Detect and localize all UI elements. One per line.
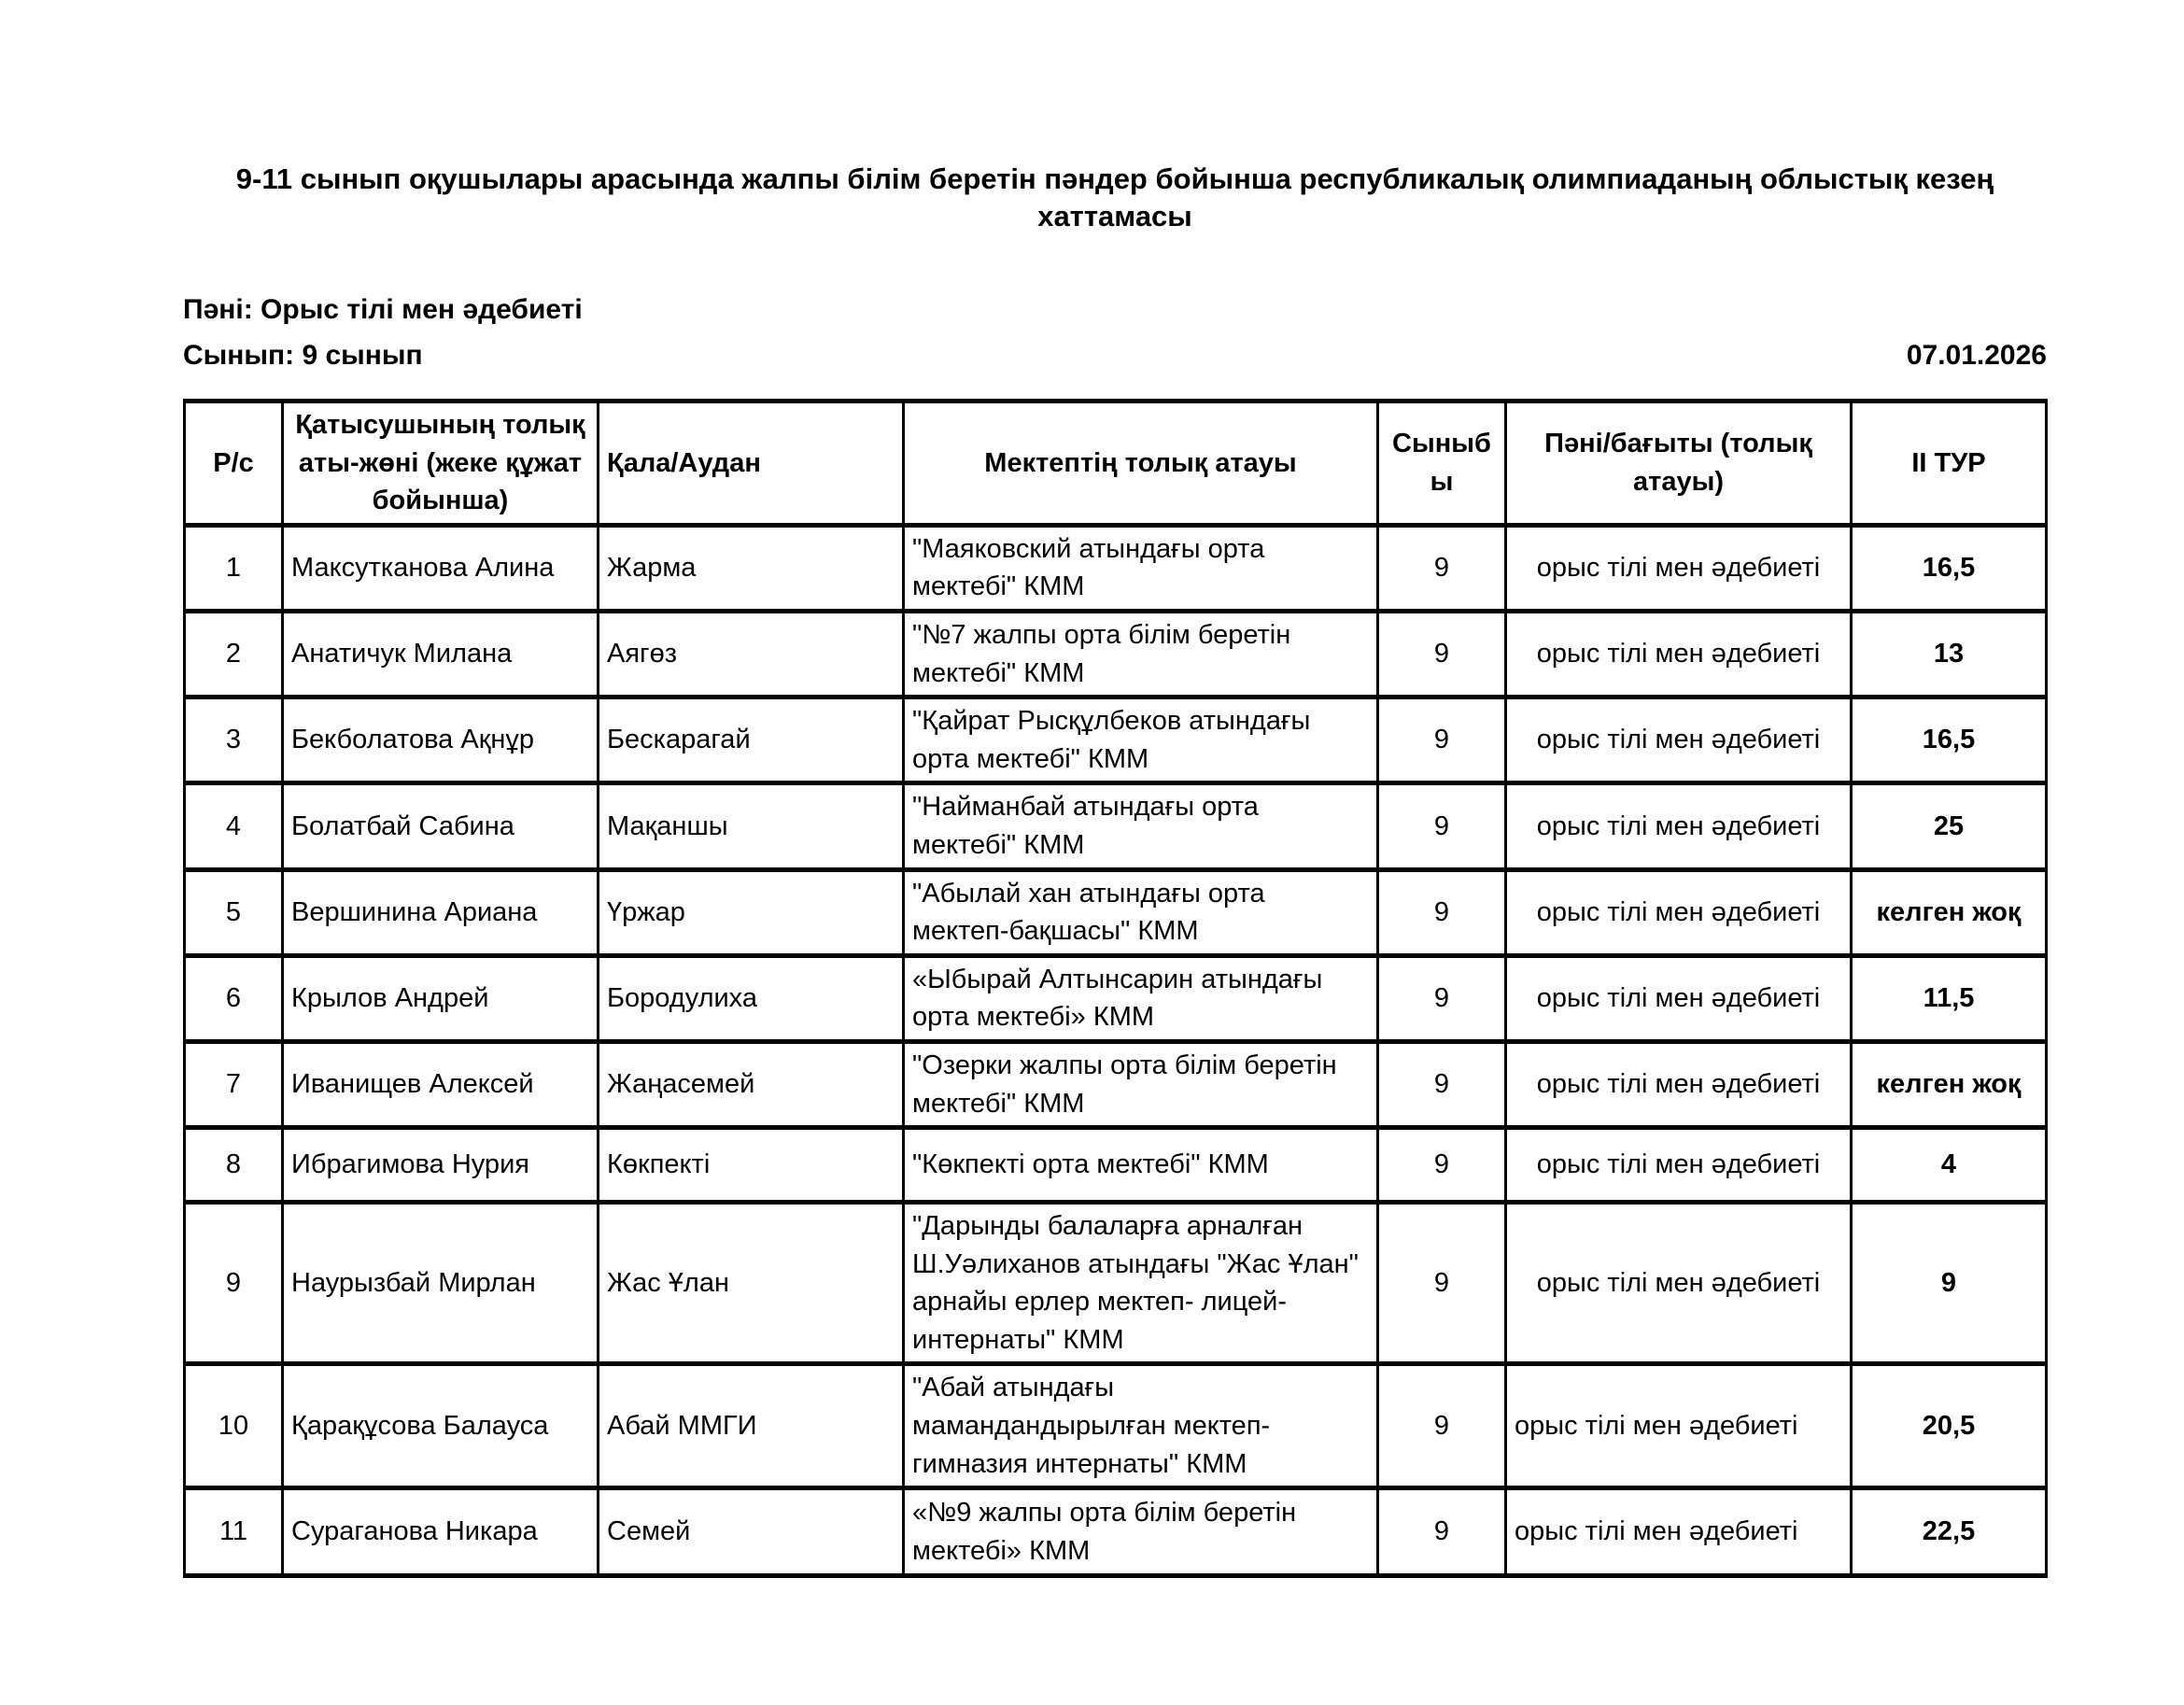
participant-name: Вершинина Ариана xyxy=(283,869,599,955)
table-row xyxy=(185,698,2047,783)
subject: орыс тілі мен әдебиеті xyxy=(1506,698,1852,783)
subject: орыс тілі мен әдебиеті xyxy=(1506,525,1852,611)
city-district: Бородулиха xyxy=(599,955,904,1041)
subject: орыс тілі мен әдебиеті xyxy=(1506,1203,1852,1364)
city-district: Жаңасемей xyxy=(599,1041,904,1127)
subject: орыс тілі мен әдебиеті xyxy=(1506,1128,1852,1203)
participant-name: Қарақұсова Балауса xyxy=(283,1364,599,1488)
header-subject: Пәні/бағыты (толық атауы) xyxy=(1506,402,1852,526)
grade: 9 xyxy=(1378,869,1506,955)
city-district: Семей xyxy=(599,1488,904,1576)
header-participant-name: Қатысушының толық аты-жөні (жеке құжат бойынша) xyxy=(283,402,599,526)
school-name: "Маяковский атындағы орта мектебі" КММ xyxy=(904,525,1378,611)
grade: 9 xyxy=(1378,1041,1506,1127)
subject-line: Пәні: Орыс тілі мен әдебиеті xyxy=(183,294,583,325)
city-district: Жарма xyxy=(599,525,904,611)
city-district: Абай ММГИ xyxy=(599,1364,904,1488)
school-name: "Абылай хан атындағы орта мектеп-бақшасы" КММ xyxy=(904,869,1378,955)
row-number: 5 xyxy=(185,869,283,955)
city-district: Үржар xyxy=(599,869,904,955)
protocol-date: 07.01.2026 xyxy=(1906,340,2047,371)
subject: орыс тілі мен әдебиеті xyxy=(1506,955,1852,1041)
round-2-score: келген жоқ xyxy=(1852,1041,2047,1127)
results-table-header xyxy=(185,402,2047,526)
grade: 9 xyxy=(1378,611,1506,697)
row-number: 9 xyxy=(185,1203,283,1364)
subject: орыс тілі мен әдебиеті xyxy=(1506,1488,1852,1576)
school-name: «№9 жалпы орта білім беретін мектебі» КММ xyxy=(904,1488,1378,1576)
participant-name: Крылов Андрей xyxy=(283,955,599,1041)
class-line: Сынып: 9 сынып xyxy=(183,340,423,371)
row-number: 2 xyxy=(185,611,283,697)
table-row xyxy=(185,1364,2047,1488)
row-number: 4 xyxy=(185,783,283,869)
grade: 9 xyxy=(1378,783,1506,869)
table-row xyxy=(185,611,2047,697)
participant-name: Сураганова Никара xyxy=(283,1488,599,1576)
header-round-2-score: II ТУР xyxy=(1852,402,2047,526)
header-row xyxy=(185,402,2047,526)
school-name: "№7 жалпы орта білім беретін мектебі" КММ xyxy=(904,611,1378,697)
school-name: "Қайрат Рысқұлбеков атындағы орта мектебі" КММ xyxy=(904,698,1378,783)
school-name: "Озерки жалпы орта білім беретін мектебі" КММ xyxy=(904,1041,1378,1127)
subject: орыс тілі мен әдебиеті xyxy=(1506,1364,1852,1488)
table-row xyxy=(185,1041,2047,1127)
row-number: 6 xyxy=(185,955,283,1041)
school-name: "Дарынды балаларға арналған Ш.Уәлиханов атындағы "Жас Ұлан" арнайы ерлер мектеп- лицей-интернаты" КММ xyxy=(904,1203,1378,1364)
school-name: "Найманбай атындағы орта мектебі" КММ xyxy=(904,783,1378,869)
participant-name: Иванищев Алексей xyxy=(283,1041,599,1127)
round-2-score: 25 xyxy=(1852,783,2047,869)
row-number: 7 xyxy=(185,1041,283,1127)
grade: 9 xyxy=(1378,1128,1506,1203)
round-2-score: 4 xyxy=(1852,1128,2047,1203)
round-2-score: 20,5 xyxy=(1852,1364,2047,1488)
document-page xyxy=(0,161,2184,1705)
round-2-score: 13 xyxy=(1852,611,2047,697)
school-name: "Абай атындағы мамандандырылған мектеп-гимназия интернаты" КММ xyxy=(904,1364,1378,1488)
results-table-body xyxy=(185,525,2047,1575)
round-2-score: 11,5 xyxy=(1852,955,2047,1041)
round-2-score: 9 xyxy=(1852,1203,2047,1364)
participant-name: Ибрагимова Нурия xyxy=(283,1128,599,1203)
table-row xyxy=(185,783,2047,869)
row-number: 11 xyxy=(185,1488,283,1576)
city-district: Мақаншы xyxy=(599,783,904,869)
participant-name: Болатбай Сабина xyxy=(283,783,599,869)
school-name: "Көкпекті орта мектебі" КММ xyxy=(904,1128,1378,1203)
round-2-score: келген жоқ xyxy=(1852,869,2047,955)
subject: орыс тілі мен әдебиеті xyxy=(1506,869,1852,955)
subject: орыс тілі мен әдебиеті xyxy=(1506,1041,1852,1127)
class-date-row xyxy=(183,339,2047,373)
header-city-district: Қала/Аудан xyxy=(599,402,904,526)
grade: 9 xyxy=(1378,955,1506,1041)
table-row xyxy=(185,1488,2047,1576)
table-row xyxy=(185,1203,2047,1364)
participant-name: Наурызбай Мирлан xyxy=(283,1203,599,1364)
grade: 9 xyxy=(1378,1364,1506,1488)
table-row xyxy=(185,869,2047,955)
header-grade: Сыныбы xyxy=(1378,402,1506,526)
grade: 9 xyxy=(1378,1203,1506,1364)
subject: орыс тілі мен әдебиеті xyxy=(1506,611,1852,697)
participant-name: Максутканова Алина xyxy=(283,525,599,611)
school-name: «Ыбырай Алтынсарин атындағы орта мектебі» КММ xyxy=(904,955,1378,1041)
table-row xyxy=(185,525,2047,611)
participant-name: Бекболатова Ақнұр xyxy=(283,698,599,783)
city-district: Көкпекті xyxy=(599,1128,904,1203)
grade: 9 xyxy=(1378,698,1506,783)
round-2-score: 22,5 xyxy=(1852,1488,2047,1576)
row-number: 3 xyxy=(185,698,283,783)
round-2-score: 16,5 xyxy=(1852,698,2047,783)
city-district: Бескарагай xyxy=(599,698,904,783)
city-district: Жас Ұлан xyxy=(599,1203,904,1364)
protocol-document xyxy=(183,161,2047,1578)
round-2-score: 16,5 xyxy=(1852,525,2047,611)
page-title: 9-11 сынып оқушылары арасында жалпы білім беретін пәндер бойынша республикалық олимпиаданың облыстық кезең хаттамасы xyxy=(235,162,1994,232)
grade: 9 xyxy=(1378,1488,1506,1576)
header-school-name: Мектептің толық атауы xyxy=(904,402,1378,526)
table-row xyxy=(185,955,2047,1041)
row-number: 10 xyxy=(185,1364,283,1488)
grade: 9 xyxy=(1378,525,1506,611)
city-district: Аягөз xyxy=(599,611,904,697)
row-number: 8 xyxy=(185,1128,283,1203)
participant-name: Анатичук Милана xyxy=(283,611,599,697)
results-table xyxy=(183,399,2048,1578)
table-row xyxy=(185,1128,2047,1203)
row-number: 1 xyxy=(185,525,283,611)
header-row-number: Р/с xyxy=(185,402,283,526)
subject: орыс тілі мен әдебиеті xyxy=(1506,783,1852,869)
